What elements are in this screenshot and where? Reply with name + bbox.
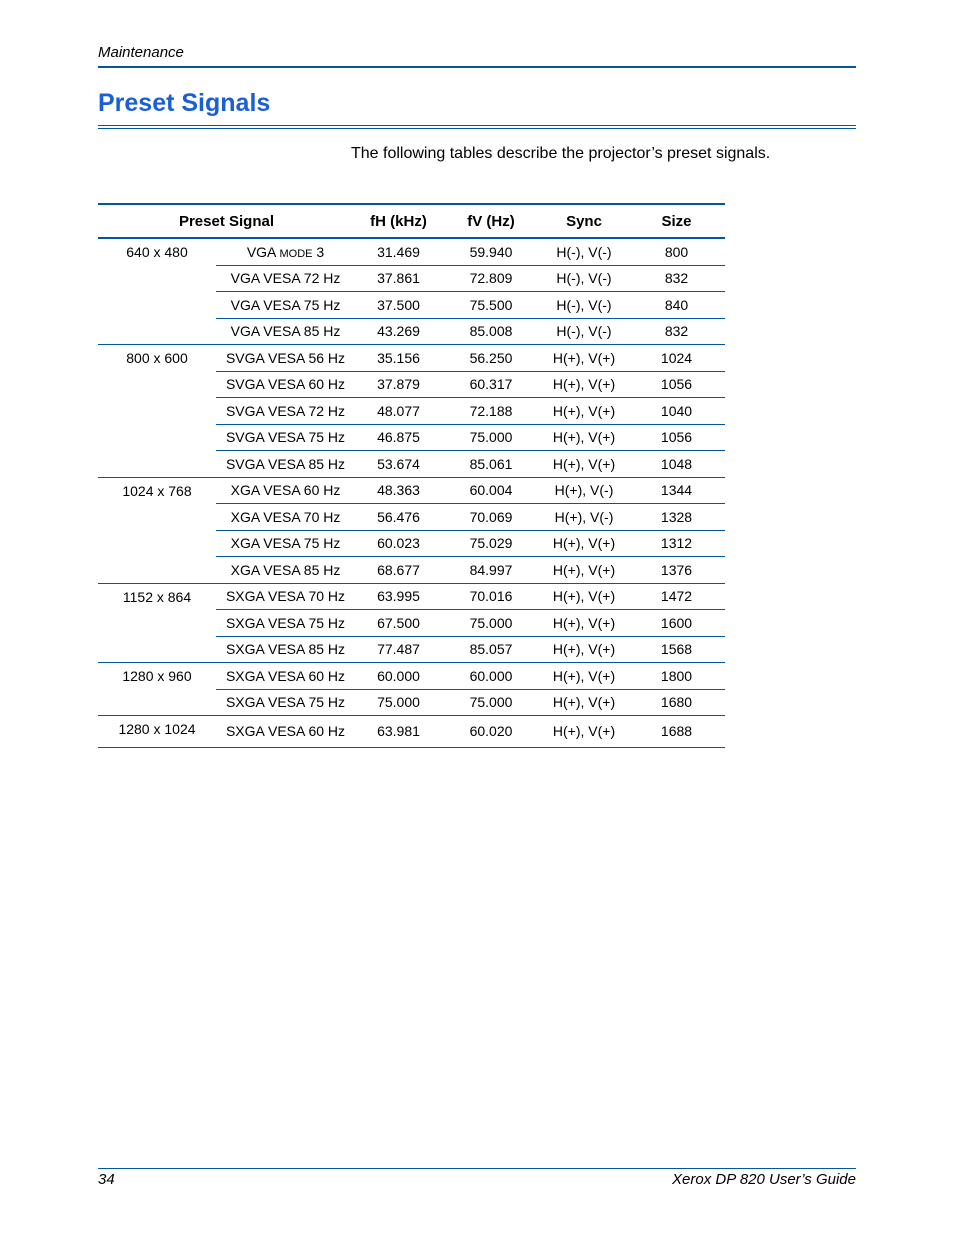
sync-cell: H(+), V(+): [540, 398, 628, 425]
fh-cell: 56.476: [355, 504, 442, 531]
size-cell: 1328: [628, 504, 725, 531]
signal-mode-cell: SVGA VESA 75 Hz: [216, 424, 355, 451]
signal-mode-cell: SVGA VESA 72 Hz: [216, 398, 355, 425]
page-number: 34: [98, 1171, 115, 1188]
fh-cell: 75.000: [355, 689, 442, 716]
signal-mode-cell: VGA MODE 3: [216, 238, 355, 265]
resolution-cell: 640 x 480: [98, 238, 216, 345]
sync-cell: H(+), V(+): [540, 636, 628, 663]
sync-cell: H(+), V(+): [540, 371, 628, 398]
resolution-cell: 800 x 600: [98, 345, 216, 478]
fv-cell: 75.029: [442, 530, 540, 557]
fv-cell: 59.940: [442, 238, 540, 265]
size-cell: 1688: [628, 716, 725, 748]
table-body: [98, 238, 725, 747]
fh-cell: 60.000: [355, 663, 442, 690]
fv-cell: 60.020: [442, 716, 540, 748]
size-cell: 832: [628, 265, 725, 292]
sync-cell: H(+), V(+): [540, 557, 628, 584]
sync-cell: H(-), V(-): [540, 318, 628, 345]
footer-rule: [98, 1168, 856, 1169]
signal-mode-cell: SVGA VESA 56 Hz: [216, 345, 355, 372]
resolution-cell: 1152 x 864: [98, 583, 216, 663]
fv-cell: 75.500: [442, 292, 540, 319]
table-row: [98, 477, 725, 504]
size-cell: 1800: [628, 663, 725, 690]
signal-mode-cell: SXGA VESA 85 Hz: [216, 636, 355, 663]
fv-cell: 70.016: [442, 583, 540, 610]
fh-cell: 77.487: [355, 636, 442, 663]
signal-mode-cell: VGA VESA 85 Hz: [216, 318, 355, 345]
fv-cell: 85.057: [442, 636, 540, 663]
fh-cell: 43.269: [355, 318, 442, 345]
size-cell: 1680: [628, 689, 725, 716]
fv-cell: 75.000: [442, 424, 540, 451]
intro-paragraph: The following tables describe the projector’s preset signals.: [351, 145, 771, 162]
column-header-fh: fH (kHz): [355, 204, 442, 238]
sync-cell: H(+), V(+): [540, 345, 628, 372]
signal-mode-cell: SXGA VESA 75 Hz: [216, 689, 355, 716]
table-row: [98, 345, 725, 372]
resolution-cell: 1280 x 960: [98, 663, 216, 716]
header-rule: [98, 66, 856, 68]
column-header-size: Size: [628, 204, 725, 238]
fv-cell: 75.000: [442, 689, 540, 716]
page-title: Preset Signals: [98, 89, 271, 117]
fh-cell: 46.875: [355, 424, 442, 451]
fh-cell: 37.879: [355, 371, 442, 398]
fv-cell: 60.000: [442, 663, 540, 690]
size-cell: 800: [628, 238, 725, 265]
table-row: [98, 716, 725, 748]
fh-cell: 48.077: [355, 398, 442, 425]
sync-cell: H(+), V(+): [540, 610, 628, 637]
signal-mode-cell: VGA VESA 72 Hz: [216, 265, 355, 292]
fv-cell: 60.317: [442, 371, 540, 398]
signal-mode-cell: SXGA VESA 70 Hz: [216, 583, 355, 610]
sync-cell: H(+), V(-): [540, 477, 628, 504]
sync-cell: H(+), V(+): [540, 424, 628, 451]
fv-cell: 85.061: [442, 451, 540, 478]
size-cell: 1344: [628, 477, 725, 504]
fh-cell: 67.500: [355, 610, 442, 637]
fh-cell: 68.677: [355, 557, 442, 584]
fh-cell: 31.469: [355, 238, 442, 265]
column-header-fv: fV (Hz): [442, 204, 540, 238]
running-header: Maintenance: [98, 44, 184, 61]
resolution-cell: 1280 x 1024: [98, 716, 216, 748]
fv-cell: 84.997: [442, 557, 540, 584]
size-cell: 1600: [628, 610, 725, 637]
fh-cell: 53.674: [355, 451, 442, 478]
signal-mode-cell: SXGA VESA 75 Hz: [216, 610, 355, 637]
sync-cell: H(+), V(+): [540, 451, 628, 478]
fv-cell: 60.004: [442, 477, 540, 504]
fv-cell: 72.809: [442, 265, 540, 292]
size-cell: 1056: [628, 424, 725, 451]
fh-cell: 48.363: [355, 477, 442, 504]
signal-mode-cell: SXGA VESA 60 Hz: [216, 663, 355, 690]
table-header-row: [98, 204, 725, 238]
sync-cell: H(+), V(+): [540, 716, 628, 748]
fv-cell: 72.188: [442, 398, 540, 425]
sync-cell: H(-), V(-): [540, 265, 628, 292]
signal-mode-cell: VGA VESA 75 Hz: [216, 292, 355, 319]
fh-cell: 37.500: [355, 292, 442, 319]
signal-mode-cell: SVGA VESA 60 Hz: [216, 371, 355, 398]
fh-cell: 35.156: [355, 345, 442, 372]
sync-cell: H(+), V(+): [540, 583, 628, 610]
resolution-cell: 1024 x 768: [98, 477, 216, 583]
sync-cell: H(-), V(-): [540, 238, 628, 265]
fv-cell: 85.008: [442, 318, 540, 345]
sync-cell: H(+), V(-): [540, 504, 628, 531]
sync-cell: H(-), V(-): [540, 292, 628, 319]
column-header-preset-signal: Preset Signal: [98, 204, 355, 238]
signal-mode-cell: XGA VESA 60 Hz: [216, 477, 355, 504]
guide-title: Xerox DP 820 User’s Guide: [672, 1171, 856, 1188]
fv-cell: 56.250: [442, 345, 540, 372]
size-cell: 1312: [628, 530, 725, 557]
size-cell: 840: [628, 292, 725, 319]
signal-mode-cell: XGA VESA 85 Hz: [216, 557, 355, 584]
table-row: [98, 663, 725, 690]
fh-cell: 60.023: [355, 530, 442, 557]
size-cell: 1040: [628, 398, 725, 425]
column-header-sync: Sync: [540, 204, 628, 238]
size-cell: 1048: [628, 451, 725, 478]
signal-mode-cell: XGA VESA 70 Hz: [216, 504, 355, 531]
fv-cell: 75.000: [442, 610, 540, 637]
sync-cell: H(+), V(+): [540, 689, 628, 716]
table-row: [98, 583, 725, 610]
fh-cell: 37.861: [355, 265, 442, 292]
size-cell: 1024: [628, 345, 725, 372]
title-rule: [98, 125, 856, 129]
preset-signals-table: [98, 203, 725, 748]
size-cell: 832: [628, 318, 725, 345]
size-cell: 1376: [628, 557, 725, 584]
sync-cell: H(+), V(+): [540, 663, 628, 690]
table-row: [98, 238, 725, 265]
signal-mode-cell: SXGA VESA 60 Hz: [216, 716, 355, 748]
size-cell: 1472: [628, 583, 725, 610]
sync-cell: H(+), V(+): [540, 530, 628, 557]
size-cell: 1568: [628, 636, 725, 663]
fv-cell: 70.069: [442, 504, 540, 531]
signal-mode-cell: XGA VESA 75 Hz: [216, 530, 355, 557]
size-cell: 1056: [628, 371, 725, 398]
fh-cell: 63.981: [355, 716, 442, 748]
signal-mode-cell: SVGA VESA 85 Hz: [216, 451, 355, 478]
fh-cell: 63.995: [355, 583, 442, 610]
